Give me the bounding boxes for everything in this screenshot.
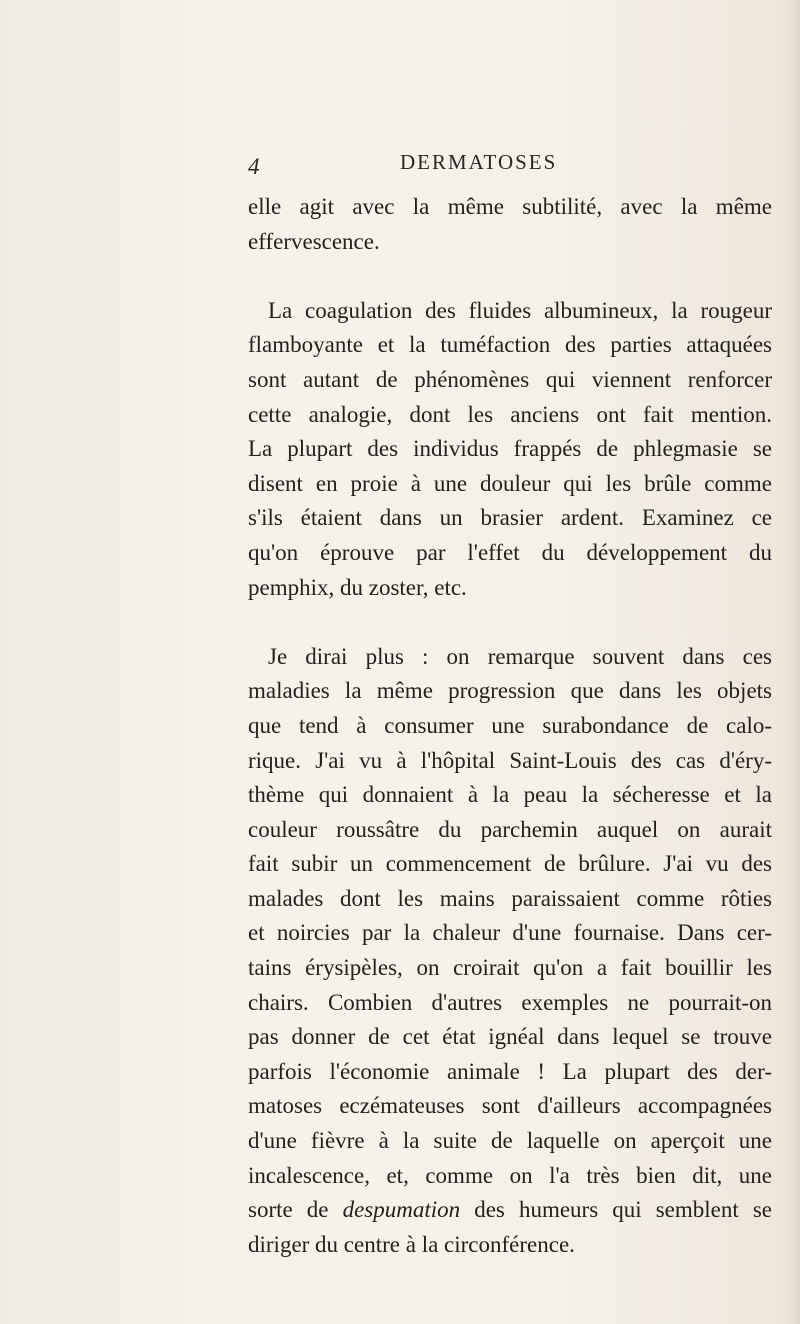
text-line: effervescence. [248, 228, 380, 254]
text-line: que tend à consumer une surabondance de calo- [248, 712, 772, 738]
text-line: chairs. Combien d'autres exemples ne pourrait-on [248, 989, 772, 1015]
italic-term: despumation [342, 1197, 461, 1223]
text-line: Je dirai plus : on remarque souvent dans ces [268, 643, 772, 669]
page-header [248, 150, 768, 186]
text-segment: sorte de [248, 1197, 343, 1223]
text-line: thème qui donnaient à la peau la sécheresse et la [248, 782, 772, 808]
page-edge-shadow [786, 0, 800, 1324]
text-line: incalescence, et, comme on l'a très bien dit, une [248, 1162, 772, 1188]
text-segment: des humeurs qui semblent se [460, 1197, 772, 1223]
page-number: 4 [248, 154, 260, 179]
text-line: rique. J'ai vu à l'hôpital Saint-Louis des cas d'éry- [248, 747, 772, 773]
text-line: disent en proie à une douleur qui les brûle comme [248, 470, 772, 496]
text-line: d'une fièvre à la suite de laquelle on aperçoit une [248, 1128, 772, 1154]
text-line-with-italic [248, 1193, 772, 1228]
text-line: elle agit avec la même subtilité, avec la même [248, 194, 772, 219]
text-line: sont autant de phénomènes qui viennent renforcer [248, 366, 772, 392]
body-text [248, 190, 772, 1262]
text-line: qu'on éprouve par l'effet du développement du [248, 539, 772, 565]
text-line: La plupart des individus frappés de phlegmasie se [248, 436, 772, 462]
paragraph-gap [248, 605, 772, 640]
text-line: pemphix, du zoster, etc. [248, 574, 467, 600]
paragraph-gap [248, 259, 772, 294]
text-line: couleur roussâtre du parchemin auquel on aurait [248, 816, 772, 842]
text-line: s'ils étaient dans un brasier ardent. Examinez ce [248, 505, 772, 531]
text-line: parfois l'économie animale ! La plupart des der- [248, 1058, 772, 1084]
text-line: La coagulation des fluides albumineux, la rougeur [268, 297, 772, 323]
running-head: DERMATOSES [400, 150, 558, 174]
text-line: et noircies par la chaleur d'une fournaise. Dans cer- [248, 920, 772, 946]
text-line: tains érysipèles, on croirait qu'on a fait bouillir les [248, 955, 772, 981]
text-line: pas donner de cet état ignéal dans lequel se trouve [248, 1024, 772, 1050]
text-line: matoses eczémateuses sont d'ailleurs accompagnées [248, 1093, 772, 1119]
text-line: maladies la même progression que dans les objets [248, 678, 772, 704]
text-line: malades dont les mains paraissaient comme rôties [248, 885, 772, 911]
text-line: cette analogie, dont les anciens ont fait mention. [248, 401, 772, 427]
text-line: fait subir un commencement de brûlure. J'ai vu des [248, 851, 772, 877]
text-line: diriger du centre à la circonférence. [248, 1231, 575, 1257]
text-line: flamboyante et la tuméfaction des parties attaquées [248, 332, 772, 358]
